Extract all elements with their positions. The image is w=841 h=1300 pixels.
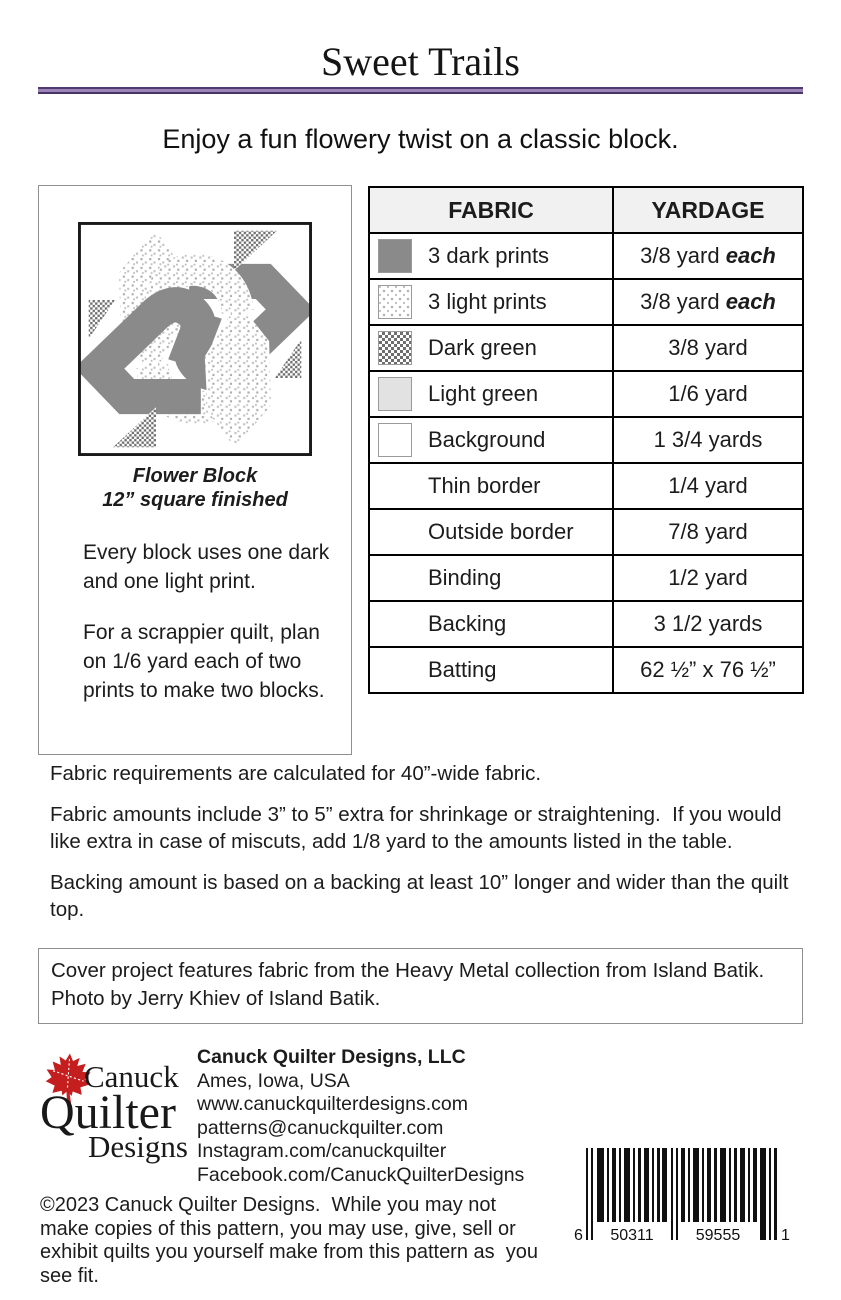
company-line-5: Instagram.com/canuckquilter xyxy=(197,1140,447,1162)
yardage-cell xyxy=(613,279,803,325)
fabric-cell xyxy=(369,325,613,371)
barcode-group1: 50311 xyxy=(610,1227,654,1244)
yardage-cell xyxy=(613,509,803,555)
fabric-cell xyxy=(369,279,613,325)
fabric-notes xyxy=(50,760,810,937)
fabric-cell xyxy=(369,233,613,279)
fabric-table-row xyxy=(369,463,803,509)
fabric-cell xyxy=(369,601,613,647)
fabric-cell xyxy=(369,509,613,555)
cover-note-text: Cover project features fabric from the Heavy Metal collection from Island Batik. Photo by Jerry Khiev of Island Batik. xyxy=(51,959,776,1010)
fabric-label: Dark green xyxy=(428,335,537,360)
fabric-cell xyxy=(369,371,613,417)
flower-block-panel xyxy=(38,185,352,755)
fabric-label: Batting xyxy=(428,657,497,682)
block-caption-line2: 12” square finished xyxy=(102,489,288,511)
company-line-2: Ames, Iowa, USA xyxy=(197,1069,350,1092)
yardage-value: 1/2 yard xyxy=(668,565,748,590)
fabric-table-row xyxy=(369,325,803,371)
yardage-cell xyxy=(613,601,803,647)
company-line-1: Canuck Quilter Designs, LLC xyxy=(197,1046,466,1068)
fabric-table-row xyxy=(369,509,803,555)
fabric-swatch-light-print xyxy=(378,285,412,319)
yardage-value: 3/8 yard xyxy=(640,243,726,268)
fabric-label: Light green xyxy=(428,381,539,406)
fabric-table-body xyxy=(369,233,803,693)
yardage-value: 62 ½” x 76 ½” xyxy=(640,657,776,682)
copyright-text: ©2023 Canuck Quilter Designs. While you may not make copies of this pattern, you may use, give, sell or exhibit quilts you yourself make from this pattern as you see fit. xyxy=(40,1194,544,1288)
yardage-value: 3/8 yard xyxy=(668,335,748,360)
yardage-value: 7/8 yard xyxy=(668,519,748,544)
fabric-column-header: FABRIC xyxy=(369,187,613,233)
block-caption-line1: Flower Block xyxy=(132,465,258,487)
note-paragraph-2: Fabric amounts include 3” to 5” extra for shrinkage or straightening. If you would like extra in case of miscuts, add 1/8 yard to the amounts listed in the table. xyxy=(50,802,788,853)
fabric-cell xyxy=(369,463,613,509)
fabric-label: Thin border xyxy=(428,473,541,498)
barcode-digit-left: 6 xyxy=(574,1227,583,1244)
cover-note-box xyxy=(38,948,803,1024)
fabric-swatch-dark-print xyxy=(378,331,412,365)
barcode-svg xyxy=(572,1148,790,1246)
fabric-table-row xyxy=(369,371,803,417)
fabric-label: Outside border xyxy=(428,519,574,544)
note-paragraph-1: Fabric requirements are calculated for 40”-wide fabric. xyxy=(50,762,542,785)
barcode-digit-right: 1 xyxy=(781,1227,790,1244)
fabric-label: Background xyxy=(428,427,546,452)
tagline-text: Enjoy a fun flowery twist on a classic block. xyxy=(162,124,679,154)
block-note-1: Every block uses one dark and one light print. xyxy=(83,541,330,593)
page-title: Sweet Trails xyxy=(321,39,520,84)
fabric-label: Backing xyxy=(428,611,507,636)
logo-word-quilter: Quilter xyxy=(40,1086,176,1139)
company-line-4: patterns@canuckquilter.com xyxy=(197,1116,444,1139)
fabric-cell xyxy=(369,417,613,463)
yardage-each-label: each xyxy=(725,289,776,314)
yardage-cell xyxy=(613,325,803,371)
yardage-cell xyxy=(613,233,803,279)
table-header-row xyxy=(369,187,803,233)
yardage-cell xyxy=(613,647,803,693)
fabric-table-row xyxy=(369,417,803,463)
yardage-each-label: each xyxy=(725,243,776,268)
fabric-label: Binding xyxy=(428,565,502,590)
yardage-value: 3/8 yard xyxy=(640,289,726,314)
yardage-cell xyxy=(613,371,803,417)
yardage-column-header: YARDAGE xyxy=(613,187,803,233)
fabric-table-row xyxy=(369,555,803,601)
logo-word-canuck: Canuck xyxy=(84,1059,179,1094)
fabric-swatch-dark-solid xyxy=(378,239,412,273)
flower-block-image xyxy=(78,222,312,456)
company-line-3: www.canuckquilterdesigns.com xyxy=(197,1093,468,1115)
yardage-value: 1/4 yard xyxy=(668,473,748,498)
fabric-label: 3 dark prints xyxy=(428,243,550,268)
fabric-swatch-light-solid xyxy=(378,377,412,411)
purple-divider-rule xyxy=(38,87,803,94)
fabric-table-row xyxy=(369,233,803,279)
fabric-yardage-table xyxy=(368,186,804,694)
yardage-cell xyxy=(613,555,803,601)
barcode-group2: 59555 xyxy=(695,1227,741,1244)
block-note-2: For a scrappier quilt, plan on 1/6 yard each of two prints to make two blocks. xyxy=(83,621,325,702)
yardage-value: 1/6 yard xyxy=(668,381,748,406)
fabric-table-row xyxy=(369,601,803,647)
flower-block-svg xyxy=(78,222,312,456)
yardage-value: 3 1/2 yards xyxy=(653,611,763,636)
fabric-swatch-white xyxy=(378,423,412,457)
upc-barcode xyxy=(572,1148,790,1251)
fabric-cell xyxy=(369,647,613,693)
canuck-quilter-logo xyxy=(40,1045,210,1170)
yardage-cell xyxy=(613,463,803,509)
fabric-cell xyxy=(369,555,613,601)
yardage-cell xyxy=(613,417,803,463)
block-caption xyxy=(39,464,351,512)
yardage-value: 1 3/4 yards xyxy=(653,427,763,452)
fabric-table-row xyxy=(369,647,803,693)
company-line-6: Facebook.com/CanuckQuilterDesigns xyxy=(197,1163,525,1186)
note-paragraph-3: Backing amount is based on a backing at least 10” longer and wider than the quilt top. xyxy=(50,870,795,921)
company-info xyxy=(197,1046,524,1187)
fabric-table-row xyxy=(369,279,803,325)
logo-word-designs: Designs xyxy=(88,1129,188,1164)
fabric-label: 3 light prints xyxy=(428,289,547,314)
